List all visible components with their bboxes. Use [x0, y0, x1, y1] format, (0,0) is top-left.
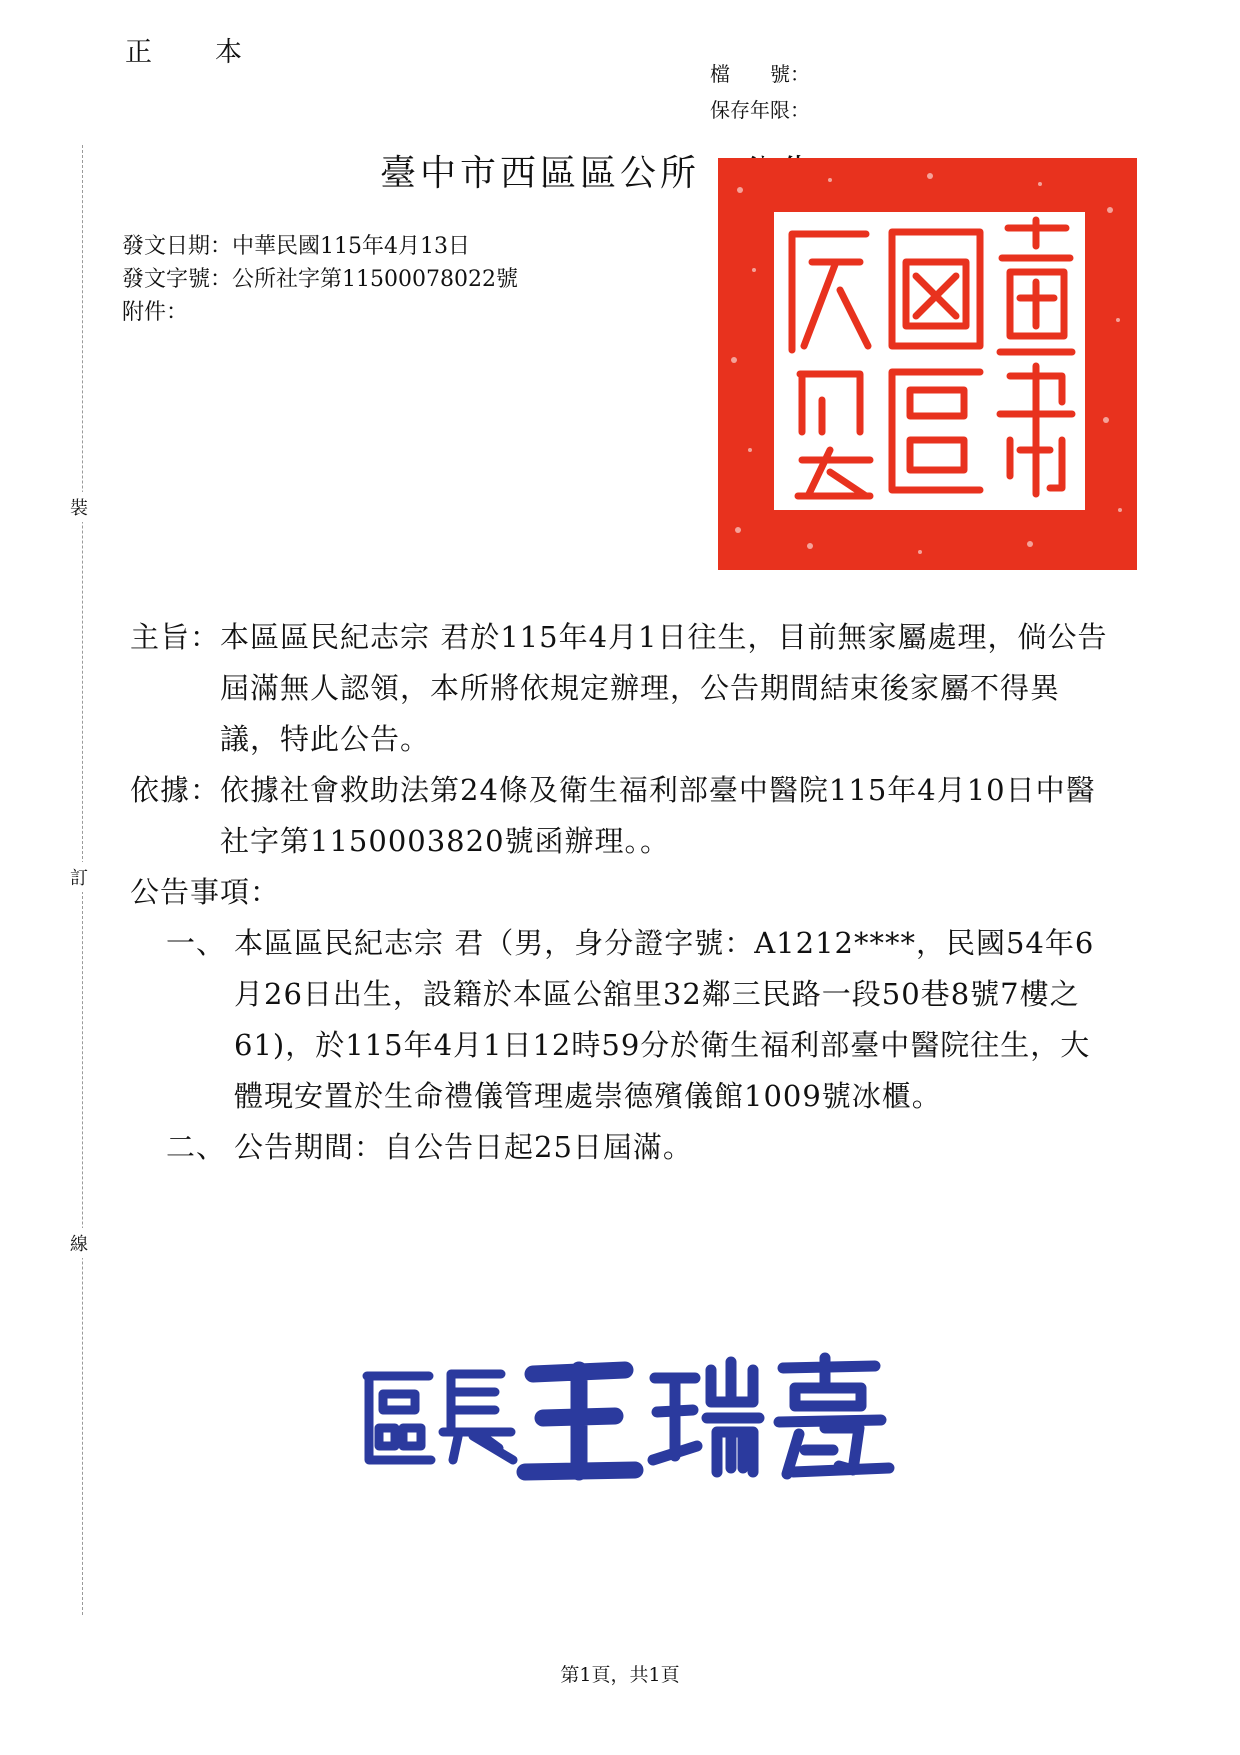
agency-name: 臺中市西區區公所	[380, 153, 701, 194]
issue-date-label: 發文日期：	[122, 234, 233, 259]
file-number-label: 檔 號：	[710, 62, 810, 86]
attachment-label: 附件：	[122, 300, 189, 325]
binding-mark-xian: 線	[70, 1228, 88, 1258]
basis-text: 依據社會救助法第24條及衛生福利部臺中醫院115年4月10日中醫社字第1150003820號函辦理。。	[220, 773, 1096, 858]
item-text: 公告期間：自公告日起25日屆滿。	[234, 1130, 693, 1164]
binding-mark-ding: 訂	[70, 862, 88, 892]
page-number: 第1頁，共1頁	[560, 1664, 680, 1686]
director-signature-stamp	[355, 1348, 915, 1488]
item-text: 本區區民紀志宗 君（男，身分證字號：A1212****，民國54年6月26日出生，設籍於本區公舘里32鄰三民路一段50巷8號7樓之61)，於115年4月1日12時59分於衛生福利部臺中醫院往生，大體現安置於生命禮儀管理處崇德殯儀館1009號冰櫃。	[234, 926, 1095, 1113]
issue-info	[122, 230, 518, 329]
basis-paragraph	[130, 765, 1120, 867]
issue-date: 中華民國115年4月13日	[232, 234, 470, 259]
announcement-body	[130, 612, 1120, 1173]
reference-number: 公所社字第11500078022號	[232, 267, 518, 292]
item-number: 二、	[166, 1130, 227, 1164]
item-number: 一、	[166, 926, 227, 960]
retention-period-label: 保存年限：	[710, 98, 810, 122]
official-seal-stamp	[710, 150, 1145, 578]
announcement-item	[130, 918, 1120, 1122]
file-meta	[710, 56, 810, 128]
copy-mark: 正 本	[125, 37, 260, 68]
basis-label: 依據：	[130, 773, 221, 807]
binding-mark-zhuang: 裝	[70, 492, 88, 522]
announcement-item	[130, 1122, 1120, 1173]
subject-label: 主旨：	[130, 620, 221, 654]
reference-number-label: 發文字號：	[122, 267, 233, 292]
subject-paragraph	[130, 612, 1120, 765]
announcement-items-label: 公告事項：	[130, 875, 281, 909]
subject-text: 本區區民紀志宗 君於115年4月1日往生，目前無家屬處理，倘公告屆滿無人認領，本所將依規定辦理，公告期間結束後家屬不得異議，特此公告。	[220, 620, 1108, 756]
